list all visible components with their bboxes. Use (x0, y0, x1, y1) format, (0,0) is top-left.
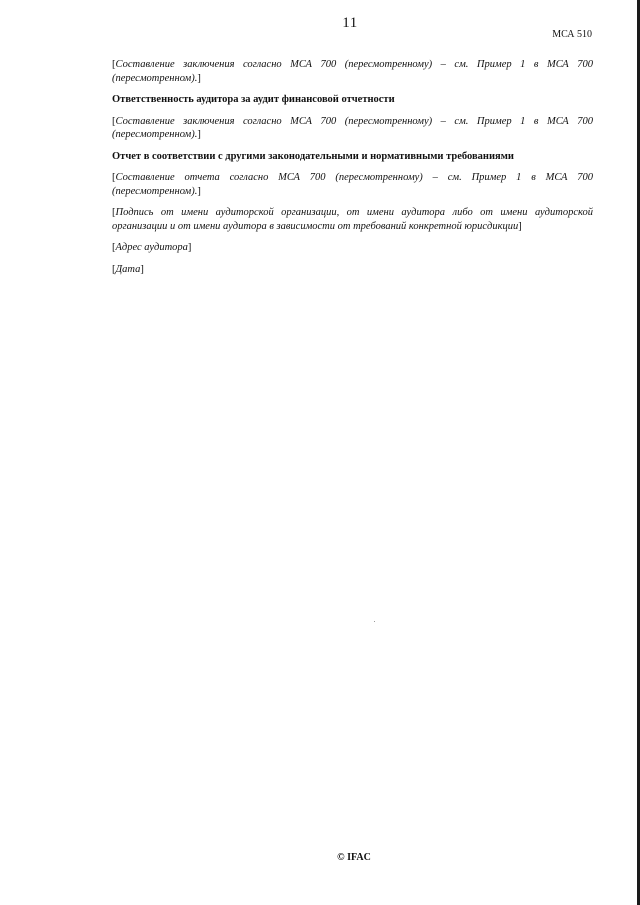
paragraph-auditor-address (112, 241, 593, 255)
paragraph-text: Составление заключения согласно МСА 700 (пересмотренному) – см. Пример 1 в МСА 700 (пересмотренном). (112, 115, 593, 140)
paragraph-text: Адрес аудитора (115, 242, 188, 253)
open-bracket: [ (112, 59, 116, 70)
paragraph-date (112, 263, 593, 277)
open-bracket: [ (112, 242, 116, 253)
paragraph-signature (112, 206, 593, 233)
open-bracket: [ (112, 263, 116, 275)
close-bracket: ] (140, 263, 144, 275)
footer-copyright: © IFAC (337, 852, 371, 863)
scan-speck (374, 621, 375, 622)
paragraph-report-note (112, 171, 593, 198)
close-bracket: ] (187, 242, 192, 253)
open-bracket: [ (112, 207, 116, 218)
open-bracket: [ (112, 115, 116, 127)
paragraph-responsibility-note (112, 115, 593, 142)
section-heading-auditor-responsibility: Ответственность аудитора за аудит финансовой отчетности (112, 94, 395, 105)
close-bracket: ] (197, 72, 201, 84)
paragraph-text: Составление заключения согласно МСА 700 (пересмотренному) – см. Пример 1 в МСА 700 (пересмотренном). (112, 59, 593, 84)
close-bracket: ] (518, 220, 522, 232)
page-number: 11 (342, 15, 358, 31)
close-bracket: ] (197, 129, 201, 140)
paragraph-opinion-note (112, 58, 593, 85)
paragraph-text: Дата (115, 263, 141, 275)
close-bracket: ] (197, 185, 201, 197)
open-bracket: [ (112, 172, 116, 183)
document-code: МСА 510 (552, 29, 592, 40)
paragraph-text: Составление отчета согласно МСА 700 (пересмотренному) – см. Пример 1 в МСА 700 (пересмотренном). (112, 172, 593, 197)
page-content (112, 58, 593, 284)
section-heading-other-requirements: Отчет в соответствии с другими законодательными и нормативными требованиями (112, 150, 514, 162)
paragraph-text: Подпись от имени аудиторской организации, от имени аудитора либо от имени аудиторской организации и от имени аудитора в зависимости от требований конкретной юрисдикции (112, 207, 593, 232)
